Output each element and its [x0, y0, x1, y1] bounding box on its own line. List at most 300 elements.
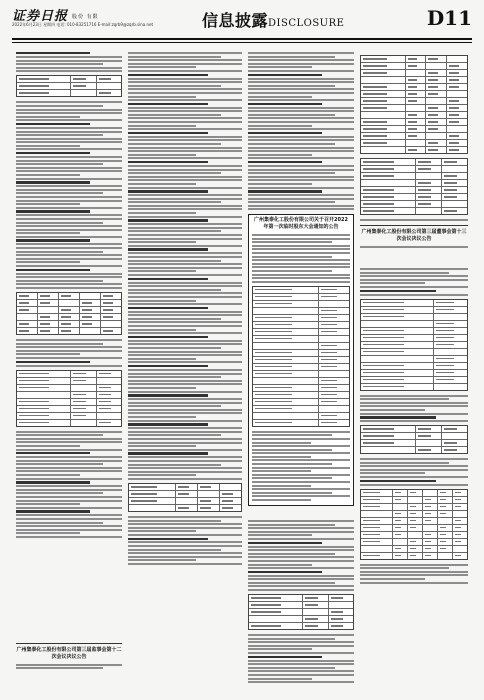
- text-line: [360, 564, 468, 566]
- text-line: [16, 474, 80, 476]
- text-line: [128, 467, 242, 469]
- table-row: [17, 83, 121, 90]
- text-line: [128, 270, 196, 272]
- text-line: [248, 110, 354, 112]
- table-cell: [426, 91, 447, 97]
- table-row: [253, 413, 349, 420]
- table-row: [361, 173, 467, 180]
- text-line: [128, 92, 242, 94]
- table-cell: [319, 336, 349, 342]
- table-cell: [361, 77, 406, 83]
- table-cell: [408, 546, 423, 552]
- text-line: [16, 350, 122, 352]
- table-row: [361, 180, 467, 187]
- text-line: [248, 157, 354, 159]
- table-cell: [406, 77, 427, 83]
- table-row: [253, 350, 349, 357]
- table-cell: [253, 399, 319, 405]
- text-line: [128, 187, 242, 189]
- table-cell: [426, 98, 447, 104]
- text-line: [248, 645, 354, 647]
- table-cell: [17, 371, 71, 377]
- table-cell: [361, 342, 434, 348]
- table-cell: [434, 377, 467, 383]
- text-line: [248, 520, 354, 522]
- table-cell: [426, 84, 447, 90]
- text-line: [360, 219, 468, 221]
- text-line: [360, 409, 425, 411]
- text-line: [128, 238, 242, 240]
- table-cell: [176, 498, 198, 504]
- data-table: [16, 292, 122, 335]
- text-line: [16, 196, 122, 198]
- text-line: [128, 303, 242, 305]
- text-line: [16, 178, 122, 180]
- table-cell: [447, 84, 467, 90]
- table-row: [361, 525, 467, 532]
- text-line: [360, 402, 468, 404]
- text-line: [248, 154, 312, 156]
- text-line: [16, 174, 80, 176]
- text-line: [16, 112, 122, 114]
- table-cell: [97, 406, 121, 412]
- notice-title: 广州集泰化工股份有限公司第三届监事会第十二次会议决议公告: [16, 646, 122, 660]
- table-cell: [249, 623, 303, 629]
- text-line: [248, 81, 354, 83]
- table-cell: [393, 490, 408, 496]
- table-cell: [129, 491, 176, 497]
- table-cell: [303, 609, 328, 615]
- table-row: [361, 377, 467, 384]
- text-line: [360, 286, 468, 288]
- text-line: [128, 460, 242, 462]
- table-cell: [442, 173, 467, 179]
- table-cell: [453, 504, 467, 510]
- text-line: [128, 99, 242, 101]
- text-line: [128, 311, 242, 313]
- table-cell: [319, 308, 349, 314]
- table-cell: [38, 293, 59, 299]
- text-line: [128, 139, 242, 141]
- text-line: [252, 434, 332, 436]
- text-line: [128, 383, 242, 385]
- text-line: [128, 70, 242, 72]
- table-cell: [71, 413, 96, 419]
- text-line: [128, 263, 242, 265]
- table-cell: [361, 119, 406, 125]
- text-line: [16, 247, 122, 249]
- text-line: [16, 431, 122, 433]
- text-line: [128, 405, 221, 407]
- table-row: [361, 335, 467, 342]
- table-cell: [361, 546, 393, 552]
- text-line: [16, 518, 122, 520]
- text-line: [128, 143, 221, 145]
- table-cell: [319, 357, 349, 363]
- data-table: [252, 286, 350, 427]
- text-line: [16, 365, 122, 367]
- table-cell: [393, 539, 408, 545]
- table-cell: [438, 497, 453, 503]
- table-cell: [423, 511, 438, 517]
- text-line: [128, 523, 242, 525]
- table-cell: [406, 133, 427, 139]
- text-line: [128, 307, 208, 309]
- table-cell: [361, 105, 406, 111]
- table-cell: [434, 363, 467, 369]
- text-line: [128, 347, 221, 349]
- table-cell: [253, 350, 319, 356]
- table-cell: [442, 166, 467, 172]
- table-cell: [434, 314, 467, 320]
- table-cell: [423, 504, 438, 510]
- text-line: [128, 227, 242, 229]
- table-cell: [249, 595, 303, 601]
- text-line: [248, 553, 335, 555]
- table-row: [129, 491, 241, 498]
- table-cell: [453, 511, 467, 517]
- table-cell: [438, 518, 453, 524]
- table-cell: [416, 447, 442, 453]
- text-line: [16, 481, 90, 483]
- text-line: [16, 225, 122, 227]
- text-line: [128, 409, 242, 411]
- table-cell: [17, 307, 38, 313]
- text-line: [252, 281, 350, 283]
- table-cell: [447, 112, 467, 118]
- table-row: [129, 484, 241, 491]
- text-line: [128, 478, 242, 480]
- table-cell: [59, 307, 80, 313]
- table-cell: [361, 300, 434, 306]
- text-line: [128, 285, 242, 287]
- table-row: [253, 329, 349, 336]
- table-row: [17, 392, 121, 399]
- text-line: [128, 464, 221, 466]
- text-line: [16, 167, 122, 169]
- article-column-3-upper: [248, 52, 354, 212]
- table-cell: [319, 322, 349, 328]
- text-line: [360, 582, 468, 584]
- table-cell: [329, 595, 353, 601]
- text-line: [16, 470, 122, 472]
- text-line: [16, 485, 122, 487]
- text-line: [128, 530, 196, 532]
- table-cell: [101, 300, 121, 306]
- table-cell: [434, 328, 467, 334]
- table-cell: [253, 392, 319, 398]
- table-cell: [253, 378, 319, 384]
- table-cell: [447, 119, 467, 125]
- text-line: [128, 559, 196, 561]
- table-cell: [220, 491, 241, 497]
- table-cell: [406, 84, 427, 90]
- table-row: [361, 349, 467, 356]
- text-line: [248, 652, 354, 654]
- table-cell: [129, 505, 176, 511]
- text-line: [128, 296, 242, 298]
- table-cell: [453, 539, 467, 545]
- table-row: [361, 159, 467, 166]
- text-line: [16, 529, 122, 531]
- table-cell: [319, 350, 349, 356]
- text-line: [248, 85, 335, 87]
- text-line: [128, 150, 242, 152]
- table-cell: [406, 91, 427, 97]
- table-cell: [453, 490, 467, 496]
- table-cell: [361, 504, 393, 510]
- table-cell: [406, 112, 427, 118]
- table-row: [361, 133, 467, 140]
- text-line: [248, 187, 354, 189]
- text-line: [128, 85, 221, 87]
- text-line: [16, 445, 80, 447]
- text-line: [128, 110, 242, 112]
- table-cell: [447, 140, 467, 146]
- table-cell: [319, 399, 349, 405]
- table-cell: [38, 300, 59, 306]
- text-line: [252, 477, 332, 479]
- text-line: [128, 128, 242, 130]
- table-cell: [426, 63, 447, 69]
- table-cell: [97, 90, 121, 96]
- text-line: [128, 449, 242, 451]
- text-line: [248, 107, 354, 109]
- text-line: [128, 563, 242, 565]
- text-line: [252, 481, 350, 483]
- text-line: [248, 578, 354, 580]
- text-line: [16, 148, 122, 150]
- text-line: [16, 361, 90, 363]
- table-row: [361, 300, 467, 307]
- text-line: [16, 185, 122, 187]
- table-cell: [59, 293, 80, 299]
- table-row: [253, 371, 349, 378]
- text-line: [16, 287, 122, 289]
- text-line: [128, 172, 221, 174]
- text-line: [248, 542, 322, 544]
- table-cell: [361, 328, 434, 334]
- table-cell: [329, 623, 353, 629]
- text-line: [248, 201, 335, 203]
- text-line: [16, 138, 122, 140]
- table-cell: [319, 385, 349, 391]
- table-cell: [434, 342, 467, 348]
- page-number: D11: [426, 6, 472, 30]
- text-line: [128, 552, 242, 554]
- text-line: [248, 567, 354, 569]
- table-row: [361, 518, 467, 525]
- table-row: [361, 384, 467, 390]
- table-cell: [408, 497, 423, 503]
- text-line: [252, 431, 350, 433]
- masthead: [0, 0, 484, 40]
- table-cell: [71, 371, 96, 377]
- table-cell: [361, 349, 434, 355]
- table-cell: [447, 91, 467, 97]
- table-row: [361, 370, 467, 377]
- dateline: 2022年6月23日 星期四 电话: 010-83251716 E-mail:zqrb9@zqrb.sina.net: [12, 22, 154, 27]
- table-cell: [361, 356, 434, 362]
- text-line: [128, 336, 208, 338]
- text-line: [128, 176, 242, 178]
- table-cell: [361, 187, 416, 193]
- table-cell: [361, 133, 406, 139]
- text-line: [128, 423, 208, 425]
- text-line: [128, 212, 196, 214]
- text-line: [16, 452, 90, 454]
- table-cell: [361, 532, 393, 538]
- article-column-1: [16, 52, 122, 652]
- text-line: [16, 160, 122, 162]
- table-cell: [101, 307, 121, 313]
- table-cell: [71, 378, 96, 384]
- text-line: [252, 263, 350, 265]
- text-line: [128, 161, 208, 163]
- text-line: [252, 277, 350, 279]
- table-cell: [71, 83, 96, 89]
- data-table: [16, 75, 122, 97]
- article-column-4-upper: [360, 52, 468, 222]
- text-line: [128, 169, 242, 171]
- table-row: [17, 321, 121, 328]
- table-cell: [442, 194, 467, 200]
- table-cell: [426, 105, 447, 111]
- text-line: [128, 351, 242, 353]
- table-cell: [176, 484, 198, 490]
- table-cell: [408, 539, 423, 545]
- table-row: [361, 539, 467, 546]
- text-line: [128, 471, 242, 473]
- table-row: [249, 623, 353, 629]
- text-line: [16, 67, 122, 69]
- text-line: [360, 480, 436, 482]
- text-line: [360, 567, 449, 569]
- text-line: [16, 170, 122, 172]
- table-cell: [17, 328, 38, 334]
- text-line: [16, 463, 103, 465]
- text-line: [248, 549, 354, 551]
- table-row: [361, 84, 467, 91]
- table-cell: [17, 90, 71, 96]
- table-cell: [434, 384, 467, 390]
- text-line: [248, 571, 322, 573]
- table-cell: [423, 553, 438, 559]
- table-row: [249, 602, 353, 609]
- table-cell: [253, 315, 319, 321]
- table-cell: [361, 166, 416, 172]
- table-cell: [101, 328, 121, 334]
- table-cell: [361, 497, 393, 503]
- table-cell: [319, 287, 349, 293]
- table-cell: [438, 546, 453, 552]
- table-cell: [17, 293, 38, 299]
- table-row: [253, 343, 349, 350]
- table-cell: [423, 539, 438, 545]
- table-cell: [17, 385, 71, 391]
- table-cell: [423, 497, 438, 503]
- text-line: [128, 398, 242, 400]
- table-cell: [198, 484, 220, 490]
- notice-title: 广州集泰化工股份有限公司第三届董事会第十三次会议决议公告: [361, 228, 467, 242]
- table-row: [249, 609, 353, 616]
- text-line: [252, 438, 350, 440]
- table-cell: [442, 180, 467, 186]
- table-cell: [329, 602, 353, 608]
- text-line: [248, 139, 354, 141]
- table-cell: [426, 56, 447, 62]
- table-cell: [319, 413, 349, 419]
- text-line: [16, 514, 122, 516]
- text-line: [16, 353, 80, 355]
- table-cell: [447, 133, 467, 139]
- text-line: [248, 96, 312, 98]
- text-line: [248, 136, 354, 138]
- table-cell: [393, 497, 408, 503]
- text-line: [16, 156, 122, 158]
- table-cell: [17, 83, 71, 89]
- text-line: [16, 63, 103, 65]
- text-line: [16, 101, 122, 103]
- table-cell: [361, 539, 393, 545]
- table-cell: [416, 208, 442, 214]
- table-cell: [361, 426, 416, 432]
- text-line: [252, 488, 350, 490]
- table-row: [361, 314, 467, 321]
- text-line: [252, 238, 350, 240]
- table-row: [361, 63, 467, 70]
- table-cell: [319, 392, 349, 398]
- table-cell: [129, 484, 176, 490]
- table-row: [361, 532, 467, 539]
- table-row: [249, 616, 353, 623]
- text-line: [128, 234, 242, 236]
- table-cell: [303, 616, 328, 622]
- text-line: [248, 585, 354, 587]
- table-row: [17, 371, 121, 378]
- table-cell: [97, 378, 121, 384]
- text-line: [252, 456, 311, 458]
- text-line: [16, 251, 103, 253]
- table-cell: [303, 623, 328, 629]
- text-line: [128, 117, 242, 119]
- table-row: [361, 98, 467, 105]
- text-line: [248, 66, 312, 68]
- text-line: [360, 279, 468, 281]
- text-line: [128, 549, 221, 551]
- text-line: [128, 520, 221, 522]
- table-cell: [71, 399, 96, 405]
- table-cell: [253, 322, 319, 328]
- notice-title-box-bottom-left: [16, 640, 122, 680]
- table-row: [361, 546, 467, 553]
- text-line: [248, 638, 335, 640]
- header-rule-thin: [12, 42, 472, 43]
- table-cell: [80, 314, 101, 320]
- table-row: [361, 77, 467, 84]
- table-cell: [97, 385, 121, 391]
- text-line: [248, 150, 354, 152]
- table-row: [361, 140, 467, 147]
- table-cell: [447, 98, 467, 104]
- text-line: [16, 119, 122, 121]
- table-cell: [408, 490, 423, 496]
- table-cell: [361, 194, 416, 200]
- table-row: [17, 378, 121, 385]
- text-line: [128, 402, 242, 404]
- text-line: [248, 641, 354, 643]
- text-line: [248, 194, 354, 196]
